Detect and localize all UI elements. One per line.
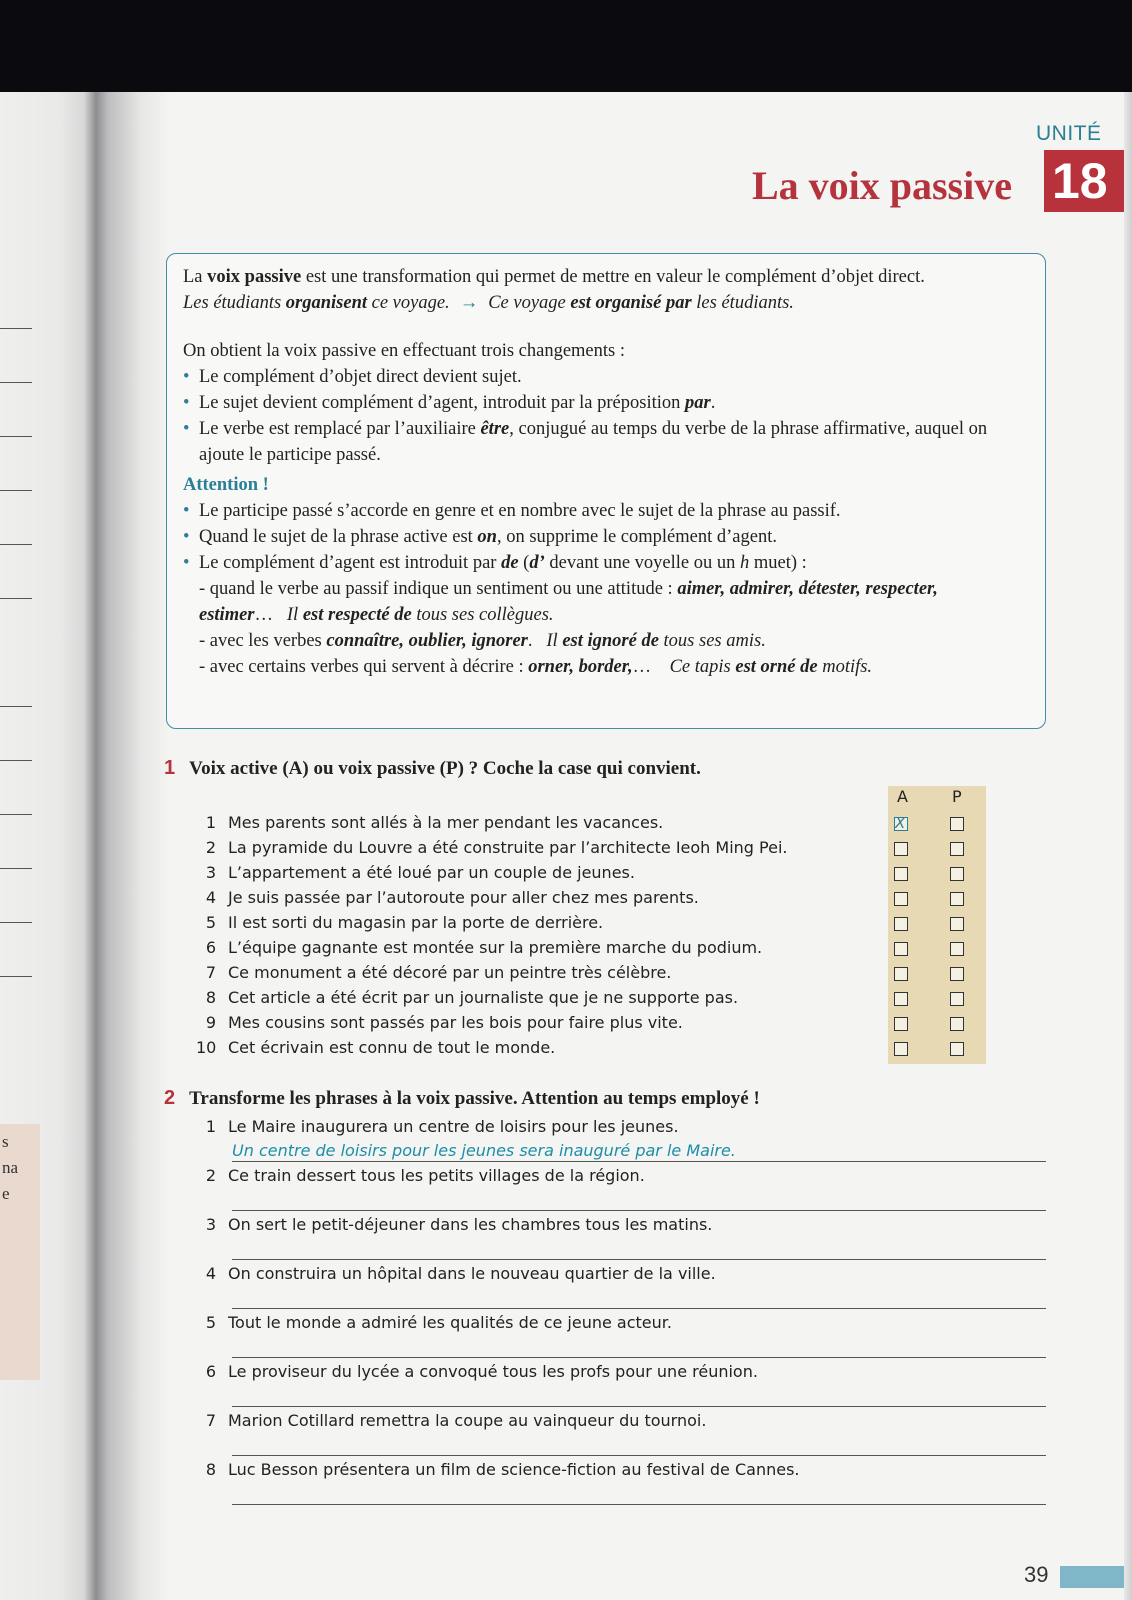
arrow-icon: → — [459, 293, 479, 313]
change-item: • Le verbe est remplacé par l’auxiliaire être, conjugué au temps du verbe de la phrase affirmative, auquel on ajoute le participe passé. — [183, 416, 1031, 468]
change-item: • Le complément d’objet direct devient sujet. — [183, 364, 1031, 390]
gutter-rule — [0, 706, 32, 707]
agent-rule-description: - avec certains verbes qui servent à décrire : orner, border,… Ce tapis est orné de motifs. — [199, 657, 873, 677]
list-item: 3 On sert le petit-déjeuner dans les chambres tous les matins. — [205, 1215, 713, 1234]
active-checkbox[interactable] — [894, 942, 908, 956]
exercise-2-heading — [164, 1087, 760, 1110]
answer-line[interactable] — [232, 1357, 1046, 1358]
list-item: 7 Marion Cotillard remettra la coupe au vainqueur du tournoi. — [205, 1411, 707, 1430]
list-item: 6 L’équipe gagnante est montée sur la première marche du podium. — [205, 938, 763, 957]
gutter-rule — [0, 976, 32, 977]
answer-line[interactable] — [232, 1455, 1046, 1456]
passive-checkbox[interactable] — [950, 992, 964, 1006]
answer-line[interactable] — [232, 1259, 1046, 1260]
page-color-tab — [1060, 1566, 1124, 1588]
page-gutter — [0, 92, 170, 1600]
passive-checkbox[interactable] — [950, 917, 964, 931]
attention-item: • Le complément d’agent est introduit par de (d’ devant une voyelle ou un h muet) : — [183, 550, 1031, 576]
passive-checkbox[interactable] — [950, 817, 964, 831]
list-item: 5 Il est sorti du magasin par la porte de derrière. — [205, 913, 604, 932]
active-checkbox[interactable] — [894, 867, 908, 881]
column-header-active: A — [897, 787, 908, 806]
scan-top-band — [0, 0, 1132, 92]
active-checkbox[interactable] — [894, 817, 908, 831]
rule-example: Les étudiants organisent ce voyage. → Ce voyage est organisé par les étudiants. — [183, 293, 794, 313]
attention-item: • Quand le sujet de la phrase active est on, on supprime le complément d’agent. — [183, 524, 1031, 550]
gutter-rule — [0, 544, 32, 545]
exercise-instruction: Transforme les phrases à la voix passive. Attention au temps employé ! — [189, 1088, 760, 1109]
gutter-rule — [0, 328, 32, 329]
list-item: 4 On construira un hôpital dans le nouveau quartier de la ville. — [205, 1264, 716, 1283]
gutter-letter: e — [2, 1184, 10, 1203]
list-item: 8 Cet article a été écrit par un journaliste que je ne supporte pas. — [205, 988, 739, 1007]
answer-line[interactable] — [232, 1308, 1046, 1309]
active-checkbox[interactable] — [894, 842, 908, 856]
gutter-rule — [0, 868, 32, 869]
active-checkbox[interactable] — [894, 992, 908, 1006]
attention-item: • Le participe passé s’accorde en genre et en nombre avec le sujet de la phrase au passif. — [183, 498, 1031, 524]
list-item: 8 Luc Besson présentera un film de science-fiction au festival de Cannes. — [205, 1460, 800, 1479]
page-number: 39 — [1024, 1562, 1049, 1587]
gutter-rule — [0, 382, 32, 383]
list-item: 2 La pyramide du Louvre a été construite par l’architecte Ieoh Ming Pei. — [205, 838, 788, 857]
active-checkbox[interactable] — [894, 1017, 908, 1031]
rule-intro: La voix passive est une transformation qui permet de mettre en valeur le complément d’objet direct. — [183, 267, 925, 287]
active-checkbox[interactable] — [894, 917, 908, 931]
unit-number-badge: 18 — [1044, 150, 1124, 212]
passive-checkbox[interactable] — [950, 1017, 964, 1031]
exercise-1-heading — [164, 757, 701, 780]
gutter-letter: s — [2, 1132, 9, 1151]
changes-intro: On obtient la voix passive en effectuant trois changements : — [183, 341, 625, 361]
list-item: 5 Tout le monde a admiré les qualités de ce jeune acteur. — [205, 1313, 672, 1332]
active-checkbox[interactable] — [894, 892, 908, 906]
passive-checkbox[interactable] — [950, 942, 964, 956]
passive-checkbox[interactable] — [950, 967, 964, 981]
page-title: La voix passive — [751, 163, 1012, 208]
passive-checkbox[interactable] — [950, 1042, 964, 1056]
answer-line[interactable] — [232, 1504, 1046, 1505]
gutter-rule — [0, 760, 32, 761]
list-item: 10 Cet écrivain est connu de tout le monde. — [196, 1038, 556, 1057]
list-item: 7 Ce monument a été décoré par un peintre très célèbre. — [205, 963, 672, 982]
gutter-letter: na — [2, 1158, 19, 1177]
grammar-rule-box — [166, 253, 1046, 729]
active-checkbox[interactable] — [894, 967, 908, 981]
active-checkbox[interactable] — [894, 1042, 908, 1056]
passive-checkbox[interactable] — [950, 892, 964, 906]
agent-rule-knowledge: - avec les verbes connaître, oublier, ignorer. Il est ignoré de tous ses amis. — [199, 631, 766, 651]
gutter-rule — [0, 814, 32, 815]
list-item: 2 Ce train dessert tous les petits villages de la région. — [205, 1166, 645, 1185]
agent-rule-sentiment: - quand le verbe au passif indique un sentiment ou une attitude : aimer, admirer, détester, respecter, estimer… Il est respecté de tous ses collègues. — [199, 579, 938, 625]
gutter-rule — [0, 490, 32, 491]
list-item: 1 Mes parents sont allés à la mer pendant les vacances. — [205, 813, 664, 832]
list-item: 3 L’appartement a été loué par un couple de jeunes. — [205, 863, 635, 882]
exercise-number: 1 — [164, 757, 176, 779]
example-answer: Un centre de loisirs pour les jeunes sera inauguré par le Maire. — [232, 1141, 736, 1160]
answer-line[interactable] — [232, 1161, 1046, 1162]
list-item: 1 Le Maire inaugurera un centre de loisirs pour les jeunes. — [205, 1117, 679, 1136]
list-item: 6 Le proviseur du lycée a convoqué tous les profs pour une réunion. — [205, 1362, 758, 1381]
attention-title: Attention ! — [183, 475, 269, 495]
list-item: 4 Je suis passée par l’autoroute pour aller chez mes parents. — [205, 888, 699, 907]
list-item: 9 Mes cousins sont passés par les bois pour faire plus vite. — [205, 1013, 683, 1032]
answer-line[interactable] — [232, 1210, 1046, 1211]
column-header-passive: P — [952, 787, 962, 806]
unit-label: UNITÉ — [1036, 122, 1102, 145]
passive-checkbox[interactable] — [950, 867, 964, 881]
page-edge — [1124, 92, 1132, 1600]
change-item: • Le sujet devient complément d’agent, introduit par la préposition par. — [183, 390, 1031, 416]
answer-line[interactable] — [232, 1406, 1046, 1407]
gutter-rule — [0, 922, 32, 923]
exercise-instruction: Voix active (A) ou voix passive (P) ? Coche la case qui convient. — [189, 758, 701, 779]
gutter-rule — [0, 598, 32, 599]
gutter-rule — [0, 436, 32, 437]
exercise-number: 2 — [164, 1087, 176, 1109]
passive-checkbox[interactable] — [950, 842, 964, 856]
